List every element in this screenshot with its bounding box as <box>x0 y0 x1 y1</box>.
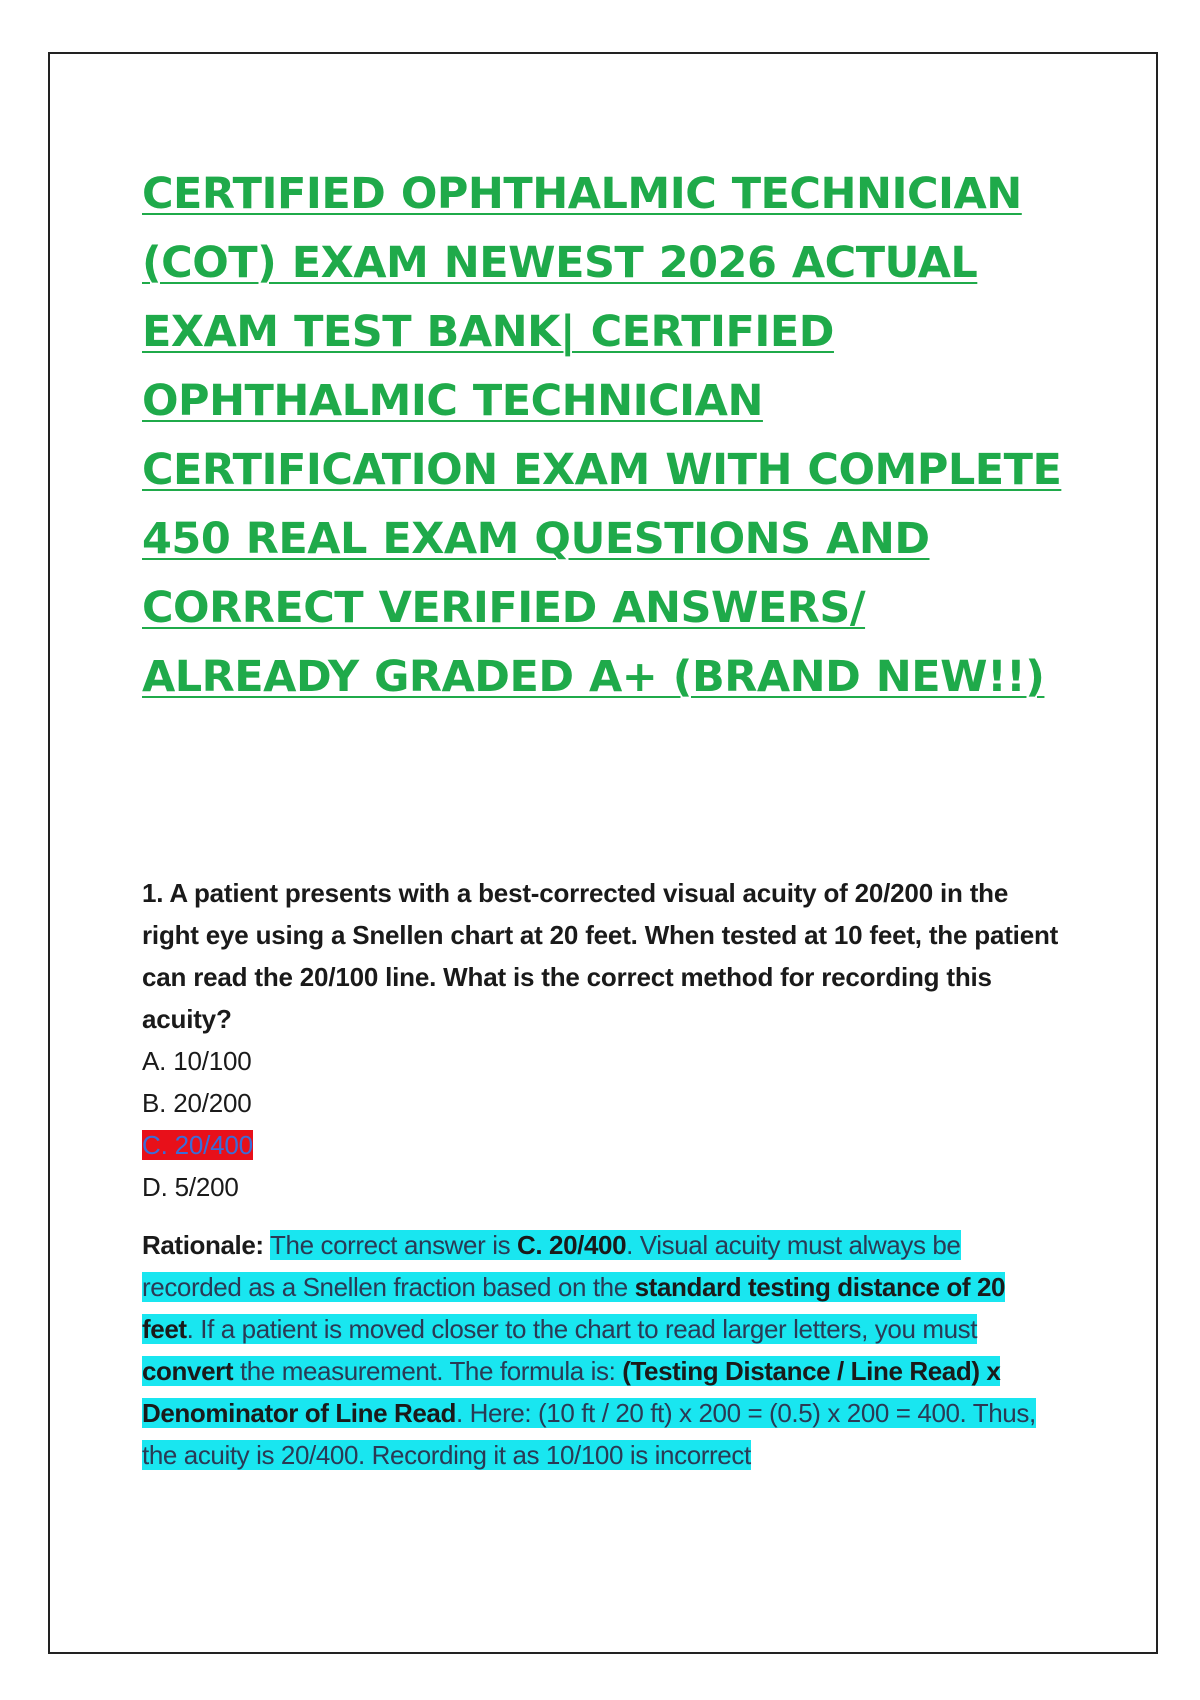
rationale-text-1: The correct answer is <box>270 1230 517 1260</box>
option-d: D. 5/200 <box>142 1172 239 1202</box>
option-a: A. 10/100 <box>142 1046 252 1076</box>
answer-options <box>142 1040 1062 1208</box>
rationale-standard-distance-bold: standard testing distance of 20 feet <box>142 1272 1006 1344</box>
question-text: 1. A patient presents with a best-corrected visual acuity of 20/200 in the right eye using a Snellen chart at 20 feet. When tested at 10 feet, the patient can read the 20/100 line. What is the correct method for recording this acuity? <box>142 878 1059 1034</box>
rationale-highlighted-text <box>142 1230 1036 1470</box>
rationale-text-4: the measurement. The formula is: <box>233 1356 623 1386</box>
rationale-convert-bold: convert <box>142 1356 234 1386</box>
rationale-text-5: . Here: (10 ft / 20 ft) x 200 = (0.5) x 200 = 400. Thus, the acuity is 20/400. Recording it as 10/100 is incorrect <box>142 1398 1036 1470</box>
option-c-highlighted <box>142 1124 1062 1166</box>
option-c-label: C. 20/400 <box>142 1130 253 1160</box>
rationale-text-2: . Visual acuity must always be recorded as a Snellen fraction based on the <box>142 1230 961 1302</box>
question-block <box>142 872 1062 1476</box>
rationale-answer-bold: C. 20/400 <box>517 1230 627 1260</box>
rationale-formula-bold: (Testing Distance / Line Read) x Denominator of Line Read <box>142 1356 1001 1428</box>
rationale-paragraph <box>142 1224 1062 1476</box>
document-title: CERTIFIED OPHTHALMIC TECHNICIAN (COT) EXAM NEWEST 2026 ACTUAL EXAM TEST BANK| CERTIFIED OPHTHALMIC TECHNICIAN CERTIFICATION EXAM WITH COMPLETE 450 REAL EXAM QUESTIONS AND CORRECT VERIFIED ANSWERS/ ALREADY GRADED A+ (BRAND NEW!!) <box>142 169 1062 702</box>
rationale-text-3: . If a patient is moved closer to the chart to read larger letters, you must <box>186 1314 978 1344</box>
option-b: B. 20/200 <box>142 1088 252 1118</box>
rationale-label: Rationale: <box>142 1230 264 1260</box>
document-body <box>142 160 1062 1476</box>
